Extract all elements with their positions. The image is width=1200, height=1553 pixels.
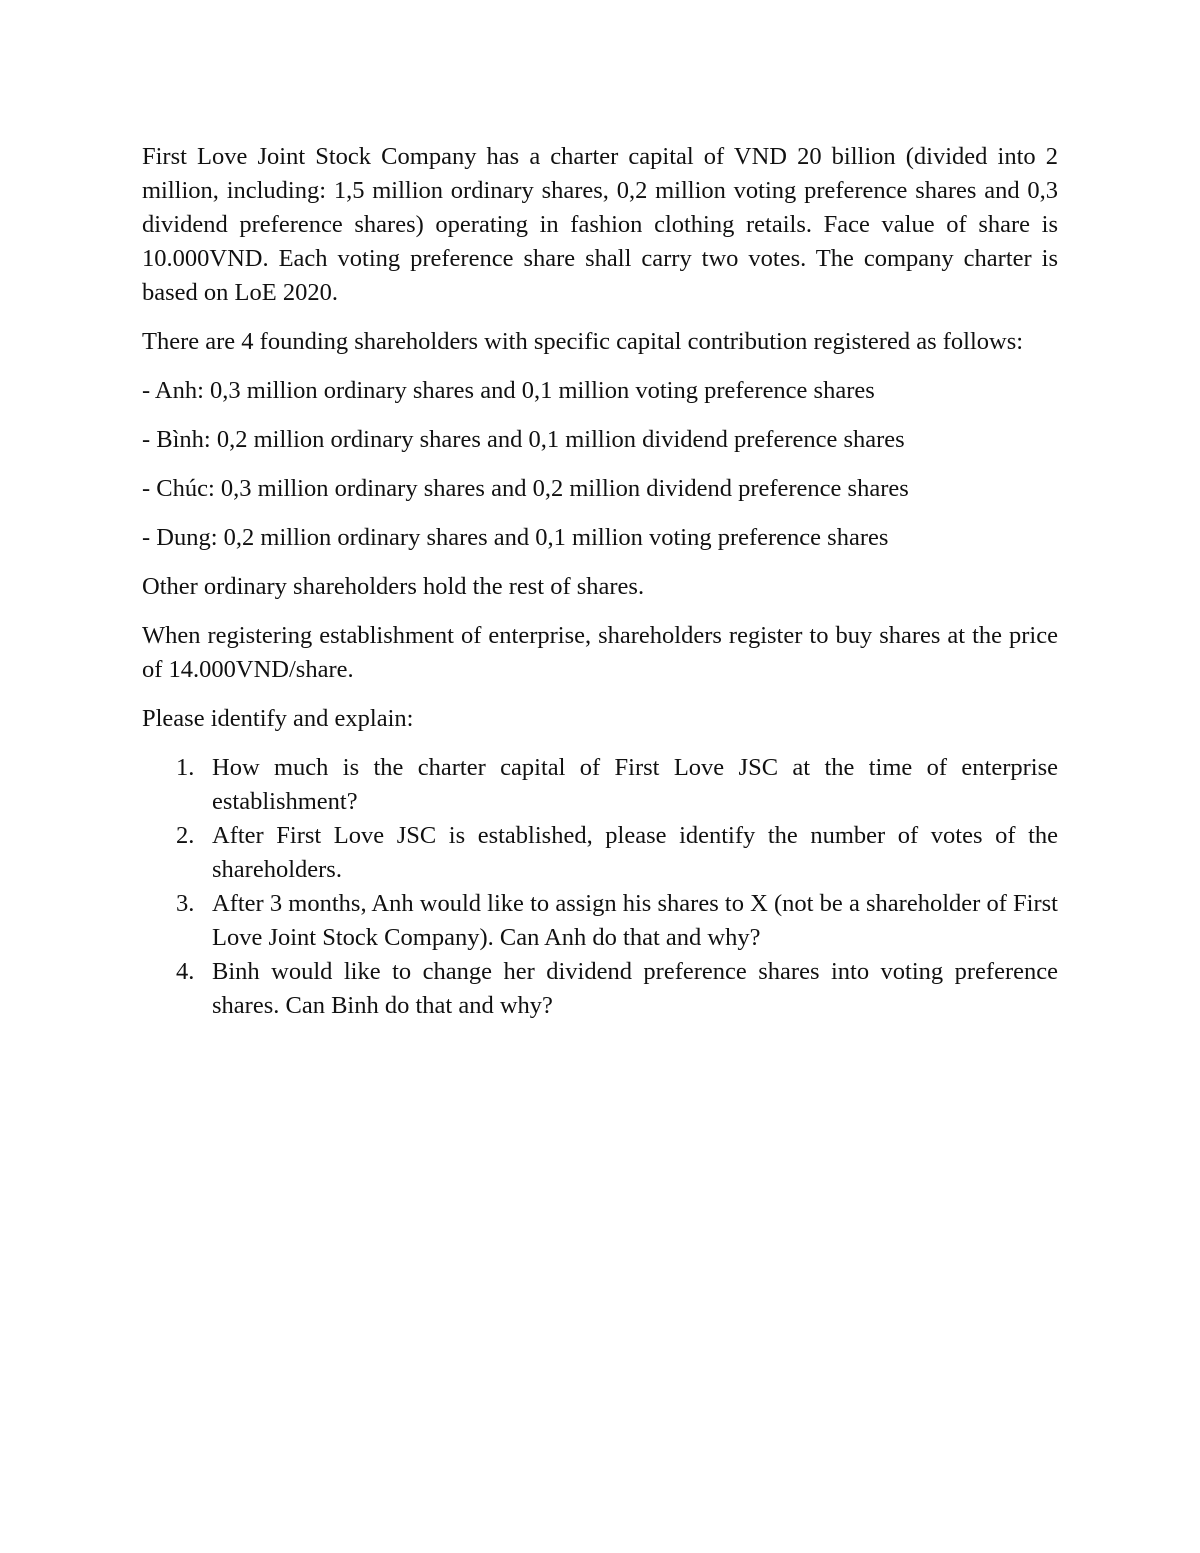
shareholder-item-chuc: - Chúc: 0,3 million ordinary shares and 0,2 million dividend preference shares xyxy=(142,475,909,502)
intro-paragraph: First Love Joint Stock Company has a charter capital of VND 20 billion (divided into 2 million, including: 1,5 million ordinary shares, 0,2 million voting preference shares and 0,3 dividend preference shares) operating in fashion clothing retails. Face value of share is 10.000VND. Each voting preference share shall carry two votes. The company charter is based on LoE 2020. xyxy=(142,143,1058,306)
founding-shareholders-intro: There are 4 founding shareholders with specific capital contribution registered as follows: xyxy=(142,328,1024,355)
questions-prompt: Please identify and explain: xyxy=(142,705,414,732)
shareholder-item-dung: - Dung: 0,2 million ordinary shares and 0,1 million voting preference shares xyxy=(142,524,889,551)
question-text: Binh would like to change her dividend preference shares into voting preference shares. Can Binh do that and why? xyxy=(212,958,1058,1019)
questions-list xyxy=(142,751,1058,1023)
question-text: After First Love JSC is established, please identify the number of votes of the shareholders. xyxy=(212,822,1058,883)
other-shareholders-note: Other ordinary shareholders hold the rest of shares. xyxy=(142,573,645,600)
shareholder-item-binh: - Bình: 0,2 million ordinary shares and 0,1 million dividend preference shares xyxy=(142,426,905,453)
question-item xyxy=(142,955,1058,1023)
shareholder-item-anh: - Anh: 0,3 million ordinary shares and 0,1 million voting preference shares xyxy=(142,377,875,404)
question-item xyxy=(142,887,1058,955)
document-body xyxy=(142,140,1058,1023)
question-number: 2. xyxy=(176,822,195,849)
question-number: 3. xyxy=(176,890,195,917)
question-item xyxy=(142,819,1058,887)
registration-paragraph: When registering establishment of enterprise, shareholders register to buy shares at the price of 14.000VND/share. xyxy=(142,622,1058,683)
question-item xyxy=(142,751,1058,819)
question-number: 1. xyxy=(176,754,195,781)
question-number: 4. xyxy=(176,958,195,985)
question-text: How much is the charter capital of First Love JSC at the time of enterprise establishment? xyxy=(212,754,1058,815)
question-text: After 3 months, Anh would like to assign his shares to X (not be a shareholder of First Love Joint Stock Company). Can Anh do that and why? xyxy=(212,890,1058,951)
